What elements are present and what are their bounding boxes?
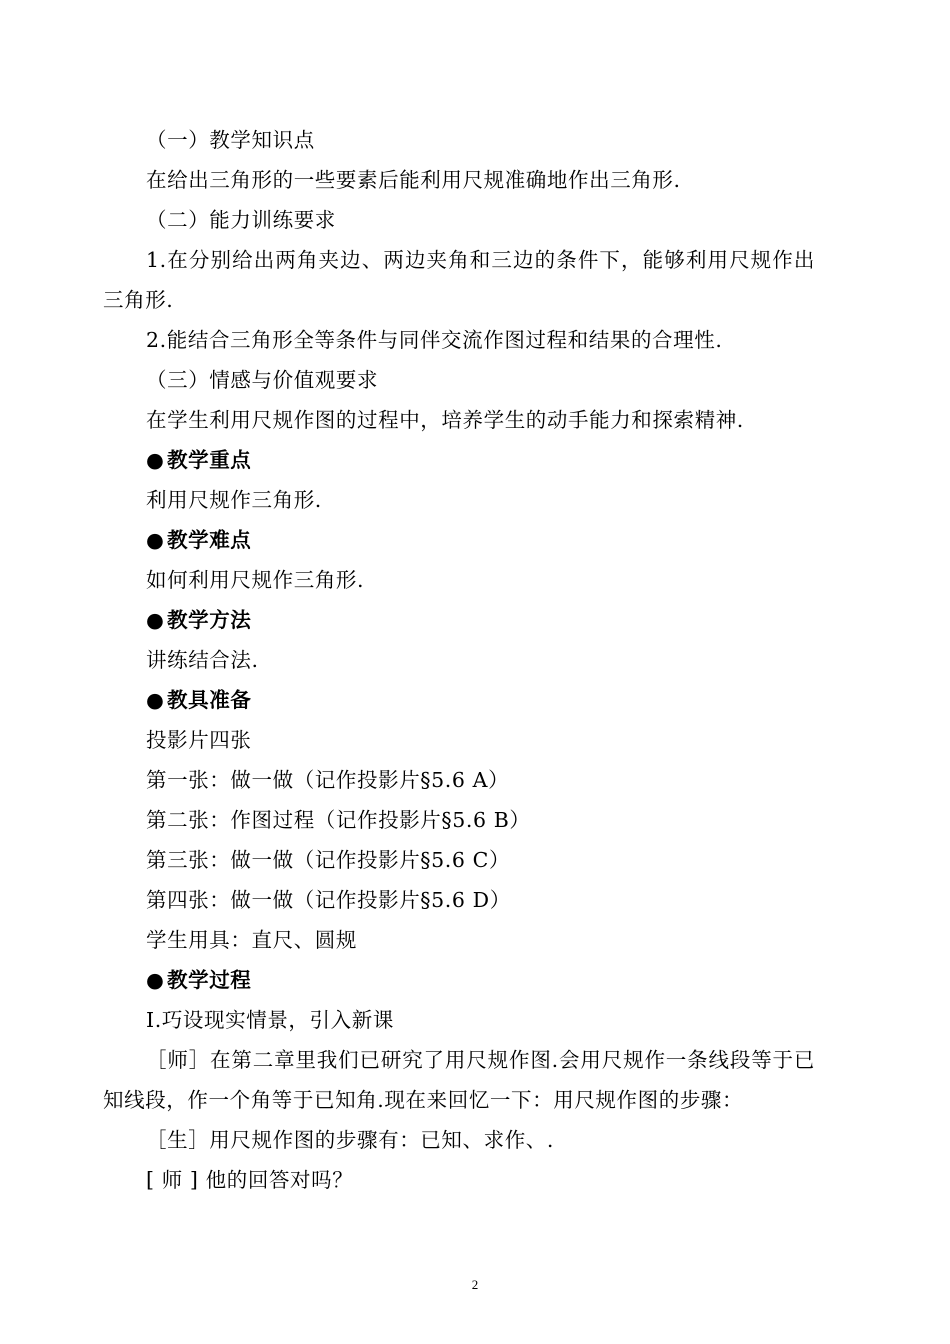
bullet-icon: ● [146,448,165,472]
section-heading-knowledge: （一）教学知识点 [146,128,315,152]
heading-text: 教具准备 [167,688,252,712]
paragraph: 如何利用尺规作三角形. [146,568,365,592]
paragraph: 在学生利用尺规作图的过程中，培养学生的动手能力和探索精神. [146,408,744,432]
paragraph: ［生］用尺规作图的步骤有：已知、求作、. [146,1128,555,1152]
bullet-heading-difficulties [103,520,815,560]
paragraph: ［师］在第二章里我们已研究了用尺规作图.会用尺规作一条线段等于已知线段，作一个角等于已知角.现在来回忆一下：用尺规作图的步骤： [103,1048,815,1112]
paragraph: 讲练结合法. [146,648,259,672]
bullet-icon: ● [146,688,165,712]
paragraph: 在给出三角形的一些要素后能利用尺规准确地作出三角形. [146,168,681,192]
paragraph: 学生用具：直尺、圆规 [146,928,357,952]
page-number: 2 [471,1277,479,1292]
list-item: 第二张：作图过程（记作投影片§5.6 B） [146,808,531,832]
bullet-icon: ● [146,968,165,992]
paragraph: Ⅰ.巧设现实情景，引入新课 [146,1008,394,1032]
bullet-heading-process [103,960,815,1000]
heading-text: 教学难点 [167,528,252,552]
bullet-icon: ● [146,528,165,552]
list-item: 第四张：做一做（记作投影片§5.6 D） [146,888,511,912]
bullet-icon: ● [146,608,165,632]
bullet-heading-key-points [103,440,815,480]
paragraph: 1.在分别给出两角夹边、两边夹角和三边的条件下，能够利用尺规作出三角形. [103,248,815,312]
list-item: 第三张：做一做（记作投影片§5.6 C） [146,848,511,872]
document-body [103,120,815,1200]
bullet-heading-materials [103,680,815,720]
heading-text: 教学方法 [167,608,252,632]
heading-text: 教学重点 [167,448,252,472]
paragraph: [ 师 ] 他的回答对吗？ [146,1168,354,1192]
section-heading-ability: （二）能力训练要求 [146,208,336,232]
heading-text: 教学过程 [167,968,252,992]
paragraph: 利用尺规作三角形. [146,488,322,512]
bullet-heading-methods [103,600,815,640]
paragraph: 投影片四张 [146,728,252,752]
section-heading-values: （三）情感与价值观要求 [146,368,379,392]
list-item: 第一张：做一做（记作投影片§5.6 A） [146,768,510,792]
paragraph: 2.能结合三角形全等条件与同伴交流作图过程和结果的合理性. [146,328,723,352]
